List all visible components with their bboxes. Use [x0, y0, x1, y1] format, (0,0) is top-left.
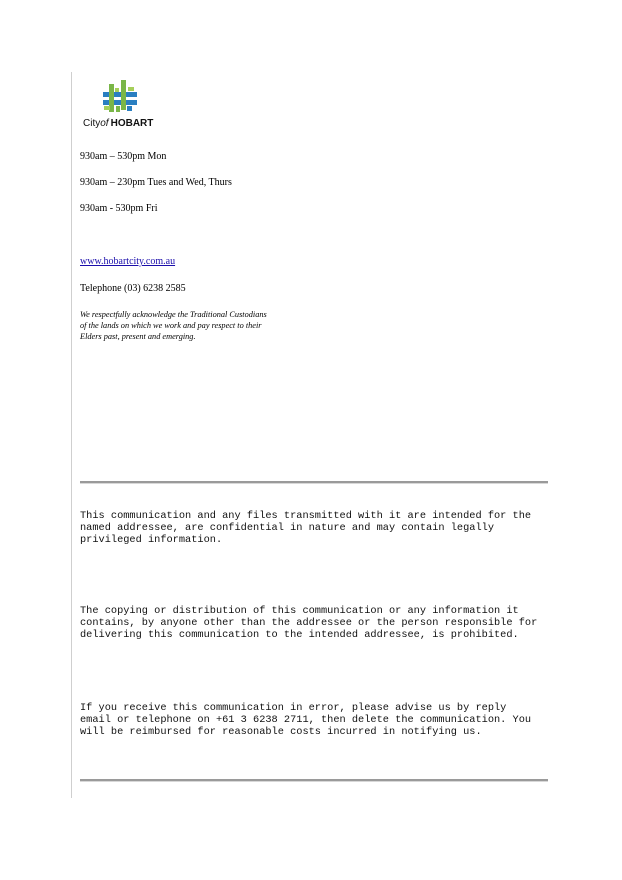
hours-mon: 930am – 530pm Mon: [80, 151, 167, 162]
logo-of: of: [100, 118, 109, 129]
divider-bottom: [80, 779, 548, 782]
logo-hobart: HOBART: [110, 118, 154, 129]
logo-wordmark: [83, 118, 153, 129]
hobart-mark-icon: [80, 78, 170, 118]
acknowledgement-line: We respectfully acknowledge the Traditional Custodians: [80, 310, 267, 319]
acknowledgement-line: of the lands on which we work and pay respect to their: [80, 321, 262, 330]
website-link[interactable]: www.hobartcity.com.au: [80, 256, 176, 267]
hours-tue-wed-thu: 930am – 230pm Tues and Wed, Thurs: [80, 177, 232, 188]
disclaimer-error-notice: If you receive this communication in error, please advise us by reply email or telephone on +61 3 6238 2711, then delete the communication. You will be reimbursed for reasonable costs incurred in notifying us.: [80, 702, 532, 738]
disclaimer-distribution: The copying or distribution of this communication or any information it contains, by anyone other than the addressee or the person responsible for delivering this communication to the intended addressee, is prohibited.: [80, 605, 538, 641]
acknowledgement-line: Elders past, present and emerging.: [80, 332, 196, 341]
disclaimer-confidentiality: This communication and any files transmitted with it are intended for the named addressee, are confidential in nature and may contain legally privileged information.: [80, 510, 532, 546]
hours-fri: 930am - 530pm Fri: [80, 203, 158, 214]
left-border: [71, 72, 72, 798]
telephone: Telephone (03) 6238 2585: [80, 283, 186, 294]
divider-top: [80, 481, 548, 484]
acknowledgement-of-country: [80, 309, 320, 342]
logo-city: City: [83, 118, 101, 129]
